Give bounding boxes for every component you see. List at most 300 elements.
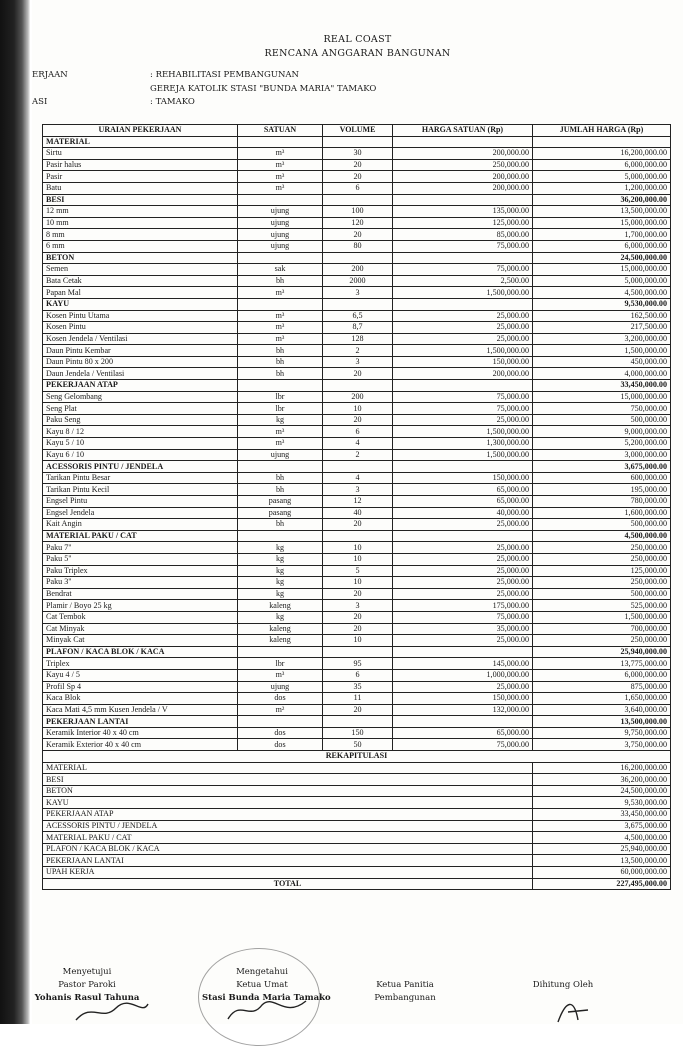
- cell-harga-satuan: 25,000.00: [393, 414, 533, 426]
- cell-jumlah-harga: 250,000.00: [533, 635, 671, 647]
- cell-volume: 10: [323, 542, 393, 554]
- signature-line: Ketua Umat: [236, 980, 288, 990]
- table-row: [43, 322, 671, 334]
- table-row: [43, 507, 671, 519]
- rekap-row: [43, 774, 671, 786]
- table-row: [43, 182, 671, 194]
- cell-harga-satuan: 35,000.00: [393, 623, 533, 635]
- cell-volume: 20: [323, 704, 393, 716]
- cell-satuan: m³: [238, 182, 323, 194]
- table-row: [43, 542, 671, 554]
- rekap-item-label: MATERIAL PAKU / CAT: [43, 832, 533, 844]
- cell-volume: 4: [323, 438, 393, 450]
- rekap-row: [43, 762, 671, 774]
- cell-volume: 20: [323, 171, 393, 183]
- cell-volume: [323, 530, 393, 542]
- cell-uraian: Kosen Pintu: [43, 322, 238, 334]
- cell-volume: 6: [323, 669, 393, 681]
- cell-uraian: Paku Seng: [43, 414, 238, 426]
- cell-harga-satuan: [393, 380, 533, 392]
- cell-harga-satuan: [393, 716, 533, 728]
- cell-jumlah-harga: 195,000.00: [533, 484, 671, 496]
- cell-jumlah-harga: 600,000.00: [533, 472, 671, 484]
- cell-jumlah-harga: 780,000.00: [533, 496, 671, 508]
- cell-harga-satuan: 200,000.00: [393, 171, 533, 183]
- cell-satuan: [238, 380, 323, 392]
- cell-jumlah-harga: 4,500,000.00: [533, 530, 671, 542]
- handwritten-signature-ketua-umat: [222, 995, 312, 1023]
- cell-volume: 2: [323, 449, 393, 461]
- cell-jumlah-harga: 6,000,000.00: [533, 240, 671, 252]
- rekap-row: [43, 832, 671, 844]
- cell-satuan: bh: [238, 356, 323, 368]
- cell-jumlah-harga: 16,200,000.00: [533, 148, 671, 160]
- cell-harga-satuan: [393, 298, 533, 310]
- cell-volume: 95: [323, 658, 393, 670]
- table-row: [43, 206, 671, 218]
- rekap-item-label: UPAH KERJA: [43, 867, 533, 879]
- cell-satuan: m³: [238, 333, 323, 345]
- cell-volume: [323, 298, 393, 310]
- cell-jumlah-harga: 1,500,000.00: [533, 611, 671, 623]
- cell-jumlah-harga: 5,200,000.00: [533, 438, 671, 450]
- table-row: [43, 275, 671, 287]
- rekap-item-value: 24,500,000.00: [533, 785, 671, 797]
- table-row: [43, 693, 671, 705]
- table-row: [43, 611, 671, 623]
- cell-volume: 128: [323, 333, 393, 345]
- table-row: [43, 287, 671, 299]
- cell-jumlah-harga: 15,000,000.00: [533, 217, 671, 229]
- table-row: [43, 600, 671, 612]
- cell-satuan: sak: [238, 264, 323, 276]
- cell-uraian: Kait Angin: [43, 519, 238, 531]
- cell-satuan: [238, 646, 323, 658]
- cell-uraian: Engsel Jendela: [43, 507, 238, 519]
- cell-uraian: Kosen Pintu Utama: [43, 310, 238, 322]
- cell-harga-satuan: 25,000.00: [393, 553, 533, 565]
- section-row: [43, 646, 671, 658]
- cell-uraian: Keramik Interior 40 x 40 cm: [43, 727, 238, 739]
- info-value: : TAMAKO: [150, 97, 195, 107]
- section-row: [43, 716, 671, 728]
- cell-harga-satuan: 250,000.00: [393, 159, 533, 171]
- table-row: [43, 414, 671, 426]
- cell-harga-satuan: 200,000.00: [393, 368, 533, 380]
- cell-satuan: ujung: [238, 240, 323, 252]
- cell-jumlah-harga: 15,000,000.00: [533, 391, 671, 403]
- cell-jumlah-harga: 25,940,000.00: [533, 646, 671, 658]
- cell-satuan: m³: [238, 148, 323, 160]
- cell-volume: 35: [323, 681, 393, 693]
- rekap-item-label: KAYU: [43, 797, 533, 809]
- cell-jumlah-harga: 3,000,000.00: [533, 449, 671, 461]
- cell-volume: [323, 194, 393, 206]
- cell-satuan: bh: [238, 484, 323, 496]
- cell-uraian: BESI: [43, 194, 238, 206]
- table-row: [43, 727, 671, 739]
- rekap-row: [43, 867, 671, 879]
- cell-harga-satuan: [393, 194, 533, 206]
- cell-jumlah-harga: 500,000.00: [533, 519, 671, 531]
- cell-jumlah-harga: 4,000,000.00: [533, 368, 671, 380]
- cell-jumlah-harga: 1,700,000.00: [533, 229, 671, 241]
- cell-jumlah-harga: 125,000.00: [533, 565, 671, 577]
- total-row: [43, 878, 671, 890]
- table-row: [43, 229, 671, 241]
- cell-volume: 30: [323, 148, 393, 160]
- signature-line: Menyetujui: [62, 967, 112, 977]
- cell-harga-satuan: [393, 252, 533, 264]
- cell-uraian: Profil Sp 4: [43, 681, 238, 693]
- cell-harga-satuan: 1,000,000.00: [393, 669, 533, 681]
- cell-satuan: m³: [238, 159, 323, 171]
- table-row: [43, 635, 671, 647]
- cell-volume: [323, 716, 393, 728]
- cell-volume: 3: [323, 356, 393, 368]
- cell-volume: [323, 646, 393, 658]
- cell-satuan: kaleng: [238, 600, 323, 612]
- table-row: [43, 565, 671, 577]
- cell-volume: 4: [323, 472, 393, 484]
- table-row: [43, 739, 671, 751]
- cell-satuan: [238, 530, 323, 542]
- cell-satuan: m³: [238, 426, 323, 438]
- cell-volume: 20: [323, 229, 393, 241]
- table-row: [43, 658, 671, 670]
- rekap-item-value: 3,675,000.00: [533, 820, 671, 832]
- rekap-item-label: BETON: [43, 785, 533, 797]
- cell-uraian: Cat Tembok: [43, 611, 238, 623]
- cell-jumlah-harga: 250,000.00: [533, 542, 671, 554]
- cell-satuan: [238, 194, 323, 206]
- cell-harga-satuan: 135,000.00: [393, 206, 533, 218]
- rekap-item-value: 25,940,000.00: [533, 843, 671, 855]
- rekap-row: [43, 797, 671, 809]
- rekap-row: [43, 820, 671, 832]
- table-row: [43, 449, 671, 461]
- cell-satuan: kg: [238, 565, 323, 577]
- cell-harga-satuan: 175,000.00: [393, 600, 533, 612]
- cell-satuan: kg: [238, 588, 323, 600]
- cell-uraian: Seng Plat: [43, 403, 238, 415]
- section-row: [43, 252, 671, 264]
- cell-uraian: Tarikan Pintu Kecil: [43, 484, 238, 496]
- cell-satuan: ujung: [238, 217, 323, 229]
- table-row: [43, 588, 671, 600]
- cell-harga-satuan: 1,500,000.00: [393, 345, 533, 357]
- cell-jumlah-harga: 1,600,000.00: [533, 507, 671, 519]
- table-body: [43, 136, 671, 890]
- rekap-header-row: [43, 751, 671, 763]
- cell-satuan: dos: [238, 693, 323, 705]
- section-row: [43, 530, 671, 542]
- cell-satuan: bh: [238, 275, 323, 287]
- cell-harga-satuan: 75,000.00: [393, 403, 533, 415]
- cell-harga-satuan: 65,000.00: [393, 727, 533, 739]
- cell-uraian: KAYU: [43, 298, 238, 310]
- signature-line: Pastor Paroki: [58, 980, 116, 990]
- cell-volume: 6,5: [323, 310, 393, 322]
- rekap-item-value: 9,530,000.00: [533, 797, 671, 809]
- table-row: [43, 333, 671, 345]
- cell-jumlah-harga: 525,000.00: [533, 600, 671, 612]
- cell-uraian: 10 mm: [43, 217, 238, 229]
- cell-volume: 40: [323, 507, 393, 519]
- cell-volume: 10: [323, 635, 393, 647]
- cell-harga-satuan: 25,000.00: [393, 565, 533, 577]
- info-value: : REHABILITASI PEMBANGUNAN: [150, 70, 299, 80]
- cell-satuan: bh: [238, 472, 323, 484]
- cell-harga-satuan: 75,000.00: [393, 611, 533, 623]
- cell-jumlah-harga: 36,200,000.00: [533, 194, 671, 206]
- cell-jumlah-harga: 750,000.00: [533, 403, 671, 415]
- rekap-row: [43, 785, 671, 797]
- cell-volume: 6: [323, 182, 393, 194]
- cell-harga-satuan: 25,000.00: [393, 322, 533, 334]
- cell-harga-satuan: 1,500,000.00: [393, 287, 533, 299]
- cell-volume: [323, 461, 393, 473]
- cell-harga-satuan: [393, 136, 533, 148]
- cell-jumlah-harga: 13,775,000.00: [533, 658, 671, 670]
- rekap-item-value: 4,500,000.00: [533, 832, 671, 844]
- cell-satuan: [238, 716, 323, 728]
- cell-volume: 200: [323, 264, 393, 276]
- cell-harga-satuan: 75,000.00: [393, 264, 533, 276]
- cell-satuan: kg: [238, 414, 323, 426]
- cell-jumlah-harga: 162,500.00: [533, 310, 671, 322]
- cell-jumlah-harga: 9,750,000.00: [533, 727, 671, 739]
- cell-uraian: Triplex: [43, 658, 238, 670]
- table-row: [43, 159, 671, 171]
- cell-satuan: lbr: [238, 403, 323, 415]
- cell-volume: [323, 136, 393, 148]
- cell-satuan: m³: [238, 322, 323, 334]
- cell-jumlah-harga: 13,500,000.00: [533, 716, 671, 728]
- header-uraian: URAIAN PEKERJAAN: [43, 125, 238, 137]
- rekap-row: [43, 809, 671, 821]
- cell-jumlah-harga: 500,000.00: [533, 588, 671, 600]
- cell-satuan: pasang: [238, 507, 323, 519]
- cell-volume: 80: [323, 240, 393, 252]
- cell-volume: 2000: [323, 275, 393, 287]
- rekap-item-value: 13,500,000.00: [533, 855, 671, 867]
- cell-jumlah-harga: 6,000,000.00: [533, 159, 671, 171]
- cell-jumlah-harga: 500,000.00: [533, 414, 671, 426]
- cell-satuan: ujung: [238, 206, 323, 218]
- rekap-item-value: 33,450,000.00: [533, 809, 671, 821]
- cell-jumlah-harga: 1,650,000.00: [533, 693, 671, 705]
- total-value: 227,495,000.00: [533, 878, 671, 890]
- cell-harga-satuan: 1,500,000.00: [393, 449, 533, 461]
- cell-satuan: ujung: [238, 681, 323, 693]
- cell-satuan: bh: [238, 368, 323, 380]
- cell-jumlah-harga: 24,500,000.00: [533, 252, 671, 264]
- cell-satuan: kg: [238, 553, 323, 565]
- signature-line: Mengetahui: [236, 967, 288, 977]
- rekap-item-label: BESI: [43, 774, 533, 786]
- cell-harga-satuan: 200,000.00: [393, 182, 533, 194]
- cell-harga-satuan: 25,000.00: [393, 681, 533, 693]
- handwritten-signature-pastor: [72, 1000, 152, 1024]
- cell-harga-satuan: 1,300,000.00: [393, 438, 533, 450]
- signature-line: Stasi Bunda Maria Tamako: [202, 993, 331, 1003]
- total-label: TOTAL: [43, 878, 533, 890]
- cell-jumlah-harga: 9,530,000.00: [533, 298, 671, 310]
- cell-satuan: bh: [238, 519, 323, 531]
- rekap-item-label: PEKERJAAN LANTAI: [43, 855, 533, 867]
- cell-harga-satuan: 75,000.00: [393, 391, 533, 403]
- cell-jumlah-harga: 9,000,000.00: [533, 426, 671, 438]
- table-row: [43, 553, 671, 565]
- cell-uraian: Bata Cetak: [43, 275, 238, 287]
- cell-harga-satuan: 125,000.00: [393, 217, 533, 229]
- cell-satuan: m³: [238, 669, 323, 681]
- table-row: [43, 519, 671, 531]
- cell-uraian: BETON: [43, 252, 238, 264]
- cell-jumlah-harga: 3,675,000.00: [533, 461, 671, 473]
- cell-uraian: Plamir / Boyo 25 kg: [43, 600, 238, 612]
- cell-uraian: Kaca Mati 4,5 mm Kusen Jendela / V: [43, 704, 238, 716]
- cell-satuan: kaleng: [238, 635, 323, 647]
- cell-uraian: 8 mm: [43, 229, 238, 241]
- signature-line: Yohanis Rasul Tahuna: [34, 993, 140, 1003]
- cell-jumlah-harga: 3,750,000.00: [533, 739, 671, 751]
- cell-jumlah-harga: [533, 136, 671, 148]
- cell-volume: 10: [323, 553, 393, 565]
- cell-uraian: Pasir: [43, 171, 238, 183]
- table-row: [43, 438, 671, 450]
- cell-volume: 200: [323, 391, 393, 403]
- cell-harga-satuan: 25,000.00: [393, 635, 533, 647]
- cell-harga-satuan: [393, 646, 533, 658]
- table-header-row: [43, 125, 671, 137]
- cell-jumlah-harga: 250,000.00: [533, 577, 671, 589]
- cell-uraian: Keramik Exterior 40 x 40 cm: [43, 739, 238, 751]
- document-title: REAL COAST: [323, 34, 392, 45]
- cell-volume: 3: [323, 600, 393, 612]
- cell-satuan: m³: [238, 287, 323, 299]
- cell-jumlah-harga: 5,000,000.00: [533, 171, 671, 183]
- table-row: [43, 171, 671, 183]
- cell-jumlah-harga: 5,000,000.00: [533, 275, 671, 287]
- cell-jumlah-harga: 875,000.00: [533, 681, 671, 693]
- header-satuan: SATUAN: [238, 125, 323, 137]
- cell-harga-satuan: 65,000.00: [393, 484, 533, 496]
- table-row: [43, 472, 671, 484]
- cell-harga-satuan: 25,000.00: [393, 310, 533, 322]
- cell-jumlah-harga: 250,000.00: [533, 553, 671, 565]
- cell-uraian: MATERIAL: [43, 136, 238, 148]
- signature-block-dihitung-oleh: [518, 966, 608, 992]
- section-row: [43, 461, 671, 473]
- cell-uraian: 12 mm: [43, 206, 238, 218]
- cell-satuan: pasang: [238, 496, 323, 508]
- cell-satuan: m³: [238, 310, 323, 322]
- cell-jumlah-harga: 1,200,000.00: [533, 182, 671, 194]
- handwritten-signature-penghitung: [552, 996, 602, 1024]
- table-row: [43, 681, 671, 693]
- cell-uraian: Engsel Pintu: [43, 496, 238, 508]
- cell-uraian: Sirtu: [43, 148, 238, 160]
- cell-jumlah-harga: 1,500,000.00: [533, 345, 671, 357]
- cell-harga-satuan: 200,000.00: [393, 148, 533, 160]
- signature-line: Ketua Panitia: [376, 980, 434, 990]
- cell-volume: 6: [323, 426, 393, 438]
- cell-volume: 120: [323, 217, 393, 229]
- cell-satuan: dos: [238, 727, 323, 739]
- cell-satuan: ujung: [238, 449, 323, 461]
- table-row: [43, 577, 671, 589]
- cell-satuan: lbr: [238, 391, 323, 403]
- cell-uraian: Paku 5": [43, 553, 238, 565]
- info-value: GEREJA KATOLIK STASI "BUNDA MARIA" TAMAKO: [150, 84, 377, 94]
- rekap-item-value: 16,200,000.00: [533, 762, 671, 774]
- header-volume: VOLUME: [323, 125, 393, 137]
- table-row: [43, 345, 671, 357]
- cell-volume: 3: [323, 484, 393, 496]
- cell-volume: 20: [323, 519, 393, 531]
- table-row: [43, 310, 671, 322]
- cell-volume: 20: [323, 414, 393, 426]
- cell-volume: 5: [323, 565, 393, 577]
- cell-jumlah-harga: 33,450,000.00: [533, 380, 671, 392]
- info-key: ASI: [32, 97, 48, 107]
- cell-volume: 100: [323, 206, 393, 218]
- cell-satuan: kg: [238, 542, 323, 554]
- cell-volume: [323, 380, 393, 392]
- cell-uraian: PLAFON / KACA BLOK / KACA: [43, 646, 238, 658]
- budget-table: [42, 124, 671, 890]
- cell-uraian: PEKERJAAN LANTAI: [43, 716, 238, 728]
- table-row: [43, 704, 671, 716]
- cell-uraian: PEKERJAAN ATAP: [43, 380, 238, 392]
- rekap-row: [43, 855, 671, 867]
- table-row: [43, 264, 671, 276]
- rekap-item-label: MATERIAL: [43, 762, 533, 774]
- cell-volume: 150: [323, 727, 393, 739]
- cell-uraian: Batu: [43, 182, 238, 194]
- cell-uraian: Bendrat: [43, 588, 238, 600]
- cell-jumlah-harga: 450,000.00: [533, 356, 671, 368]
- cell-volume: 20: [323, 368, 393, 380]
- cell-volume: 8,7: [323, 322, 393, 334]
- cell-uraian: Minyak Cat: [43, 635, 238, 647]
- cell-satuan: m³: [238, 171, 323, 183]
- cell-harga-satuan: 132,000.00: [393, 704, 533, 716]
- table-row: [43, 148, 671, 160]
- cell-harga-satuan: 150,000.00: [393, 693, 533, 705]
- cell-satuan: [238, 461, 323, 473]
- cell-satuan: kg: [238, 611, 323, 623]
- cell-uraian: Daun Pintu 80 x 200: [43, 356, 238, 368]
- cell-uraian: MATERIAL PAKU / CAT: [43, 530, 238, 542]
- cell-harga-satuan: 25,000.00: [393, 519, 533, 531]
- cell-jumlah-harga: 3,200,000.00: [533, 333, 671, 345]
- cell-harga-satuan: [393, 461, 533, 473]
- signature-line: Dihitung Oleh: [532, 980, 594, 990]
- cell-harga-satuan: 25,000.00: [393, 333, 533, 345]
- cell-volume: 12: [323, 496, 393, 508]
- cell-uraian: Paku Triplex: [43, 565, 238, 577]
- table-row: [43, 391, 671, 403]
- table-row: [43, 623, 671, 635]
- cell-harga-satuan: 150,000.00: [393, 356, 533, 368]
- cell-uraian: Papan Mal: [43, 287, 238, 299]
- cell-satuan: lbr: [238, 658, 323, 670]
- section-row: [43, 298, 671, 310]
- cell-harga-satuan: 145,000.00: [393, 658, 533, 670]
